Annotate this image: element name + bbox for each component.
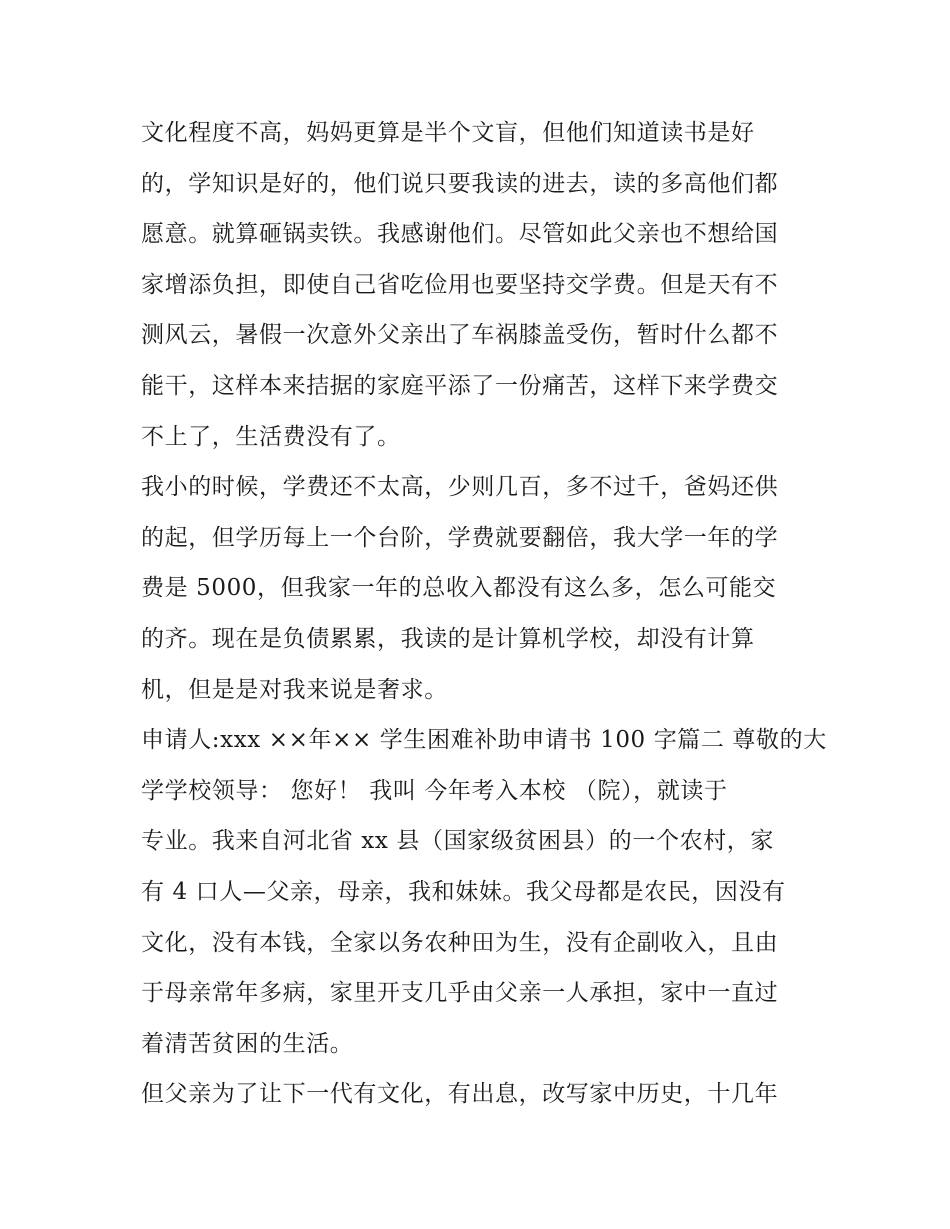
text-line: 于母亲常年多病，家里开支几乎由父亲一人承担，家中一直过 bbox=[141, 980, 779, 1007]
text-line: 的起，但学历每上一个台阶，学费就要翻倍，我大学一年的学 bbox=[141, 524, 779, 551]
text-line: 愿意。就算砸锅卖铁。我感谢他们。尽管如此父亲也不想给国 bbox=[141, 221, 779, 248]
text-line: 的齐。现在是负债累累，我读的是计算机学校，却没有计算 bbox=[141, 625, 755, 652]
text-line: 测风云，暑假一次意外父亲出了车祸膝盖受伤，暂时什么都不 bbox=[141, 322, 779, 349]
text-line: 的，学知识是好的，他们说只要我读的进去，读的多高他们都 bbox=[141, 170, 779, 197]
text-line: 机，但是是对我来说是奢求。 bbox=[141, 676, 448, 703]
text-line: 有 4 口人—父亲，母亲，我和妹妹。我父母都是农民，因没有 bbox=[141, 878, 786, 905]
text-line: 着清苦贫困的生活。 bbox=[141, 1030, 354, 1057]
text-line: 文化程度不高，妈妈更算是半个文盲，但他们知道读书是好 bbox=[141, 120, 755, 146]
text-line: 申请人:xxx ××年×× 学生困难补助申请书 100 字篇二 尊敬的大 bbox=[141, 727, 827, 754]
text-line: 专业。我来自河北省 xx 县（国家级贫困县）的一个农村，家 bbox=[141, 828, 774, 855]
text-line: 学学校领导： 您好！ 我叫 今年考入本校 （院），就读于 bbox=[141, 777, 728, 804]
document-body bbox=[141, 108, 827, 1120]
text-line: 文化，没有本钱，全家以务农种田为生，没有企副收入，且由 bbox=[141, 929, 779, 956]
text-line: 但父亲为了让下一代有文化，有出息，改写家中历史，十几年 bbox=[141, 1081, 779, 1108]
text-line: 能干，这样本来拮据的家庭平添了一份痛苦，这样下来学费交 bbox=[141, 372, 779, 399]
text-line: 费是 5000，但我家一年的总收入都没有这么多，怎么可能交 bbox=[141, 575, 777, 602]
text-line: 家增添负担，即使自己省吃俭用也要坚持交学费。但是天有不 bbox=[141, 271, 779, 298]
text-line: 我小的时候，学费还不太高，少则几百，多不过千，爸妈还供 bbox=[141, 474, 779, 501]
text-line: 不上了，生活费没有了。 bbox=[141, 423, 401, 450]
